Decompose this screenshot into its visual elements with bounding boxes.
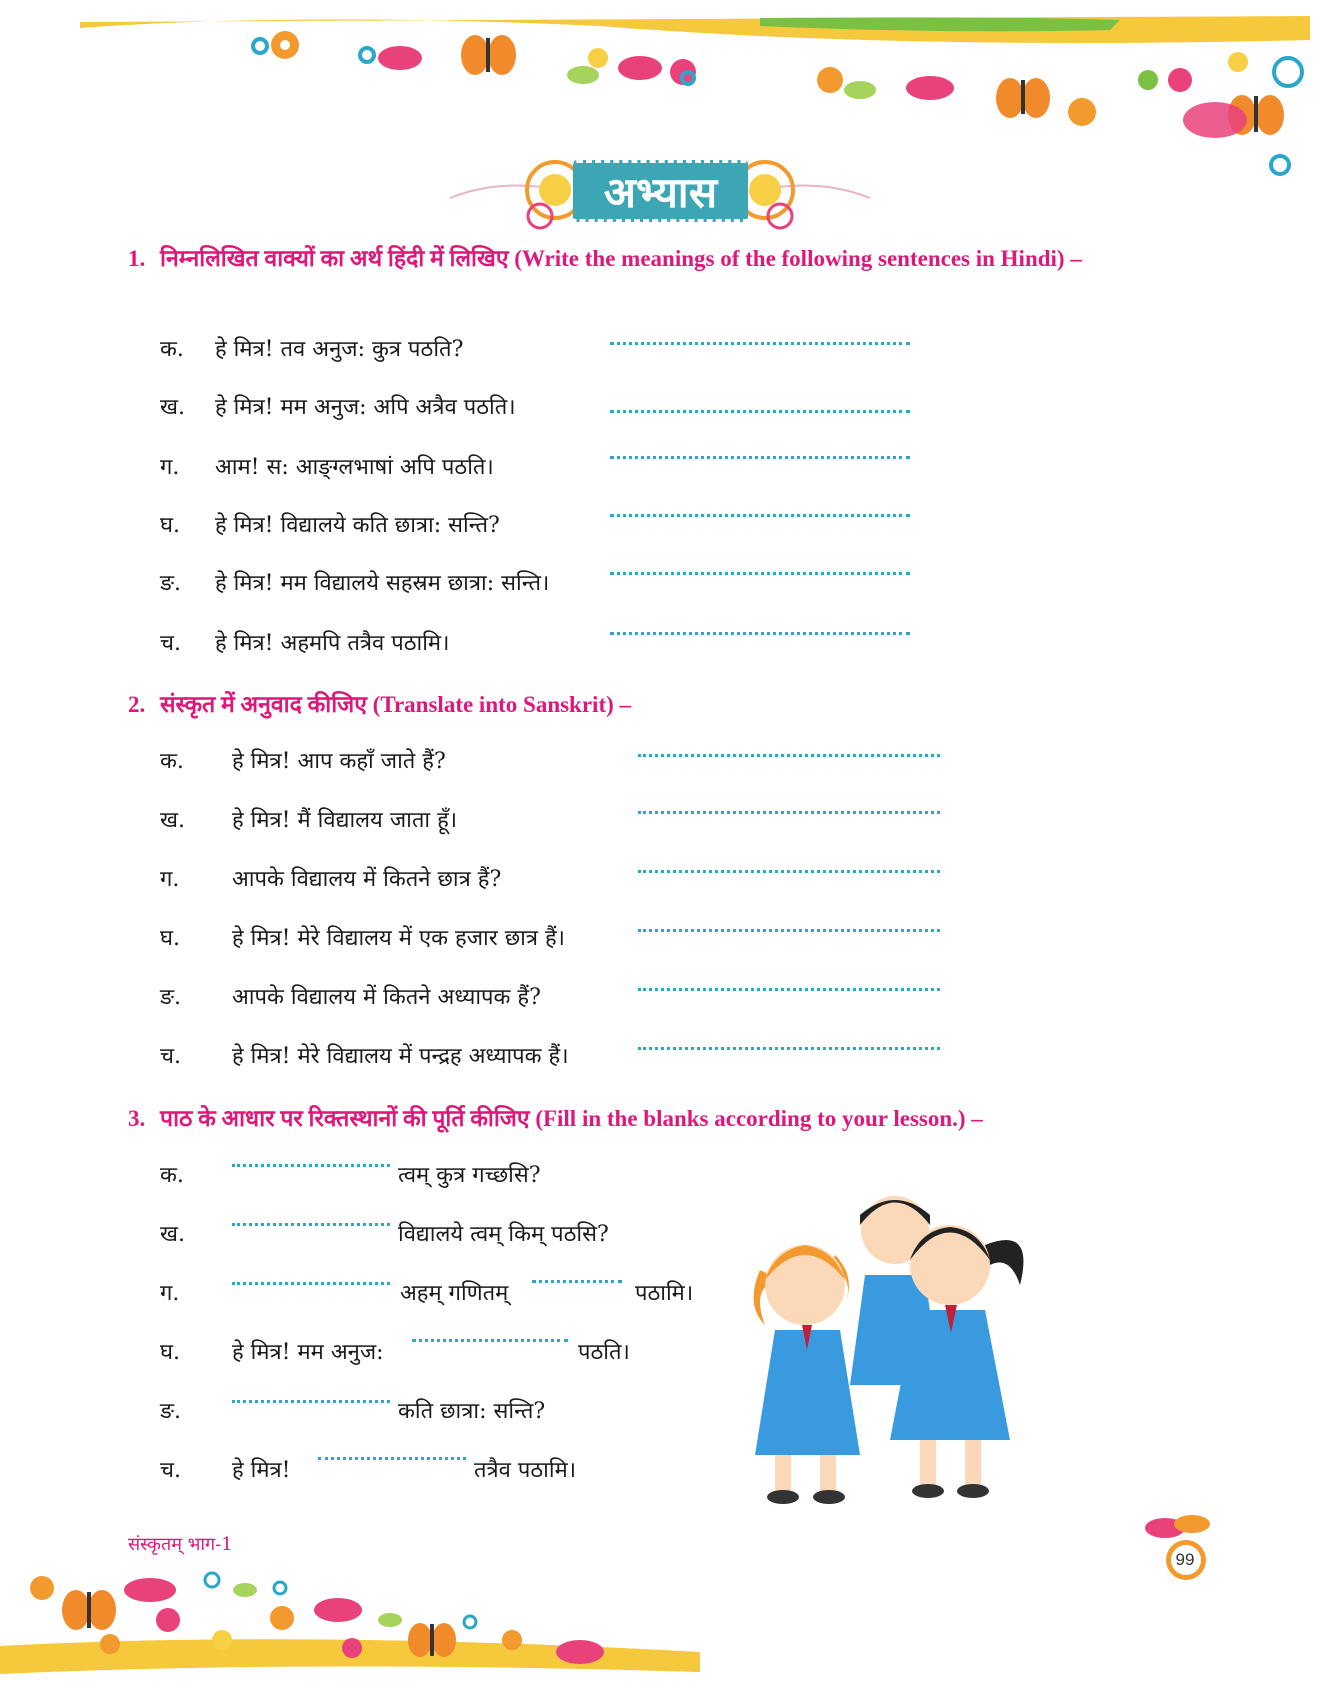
q3-item (160, 1394, 720, 1430)
item-text: हे मित्र! मैं विद्यालय जाता हूँ। (232, 808, 458, 833)
page-number: 99 (1175, 1550, 1195, 1569)
item-text: आपके विद्यालय में कितने छात्र हैं? (232, 867, 502, 892)
q3-item (160, 1158, 720, 1194)
item-text: हे मित्र! मम विद्यालये सहस्रम छात्रा: सन्ति। (215, 571, 550, 596)
q1-item (160, 508, 920, 544)
flower-icon (271, 31, 1248, 126)
answer-blank[interactable] (610, 572, 910, 575)
q3-item (160, 1453, 720, 1489)
butterfly-icon (408, 1623, 456, 1657)
q1-item (160, 450, 920, 486)
fill-blank[interactable] (412, 1339, 568, 1342)
title-box (573, 160, 748, 222)
item-label: च. (160, 1044, 181, 1069)
item-label: ख. (160, 808, 185, 833)
item-text-after: पठति। (578, 1340, 630, 1365)
item-text: हे मित्र! विद्यालये कति छात्रा: सन्ति? (215, 513, 500, 538)
item-label: ख. (160, 1222, 185, 1247)
q1-item (160, 626, 920, 662)
q2-item (160, 803, 950, 839)
item-label: ग. (160, 867, 180, 892)
q3-item (160, 1217, 720, 1253)
answer-blank[interactable] (610, 456, 910, 459)
item-label: घ. (160, 926, 180, 951)
fill-blank[interactable] (532, 1280, 622, 1283)
answer-blank[interactable] (638, 988, 940, 991)
page-title: अभ्यास (603, 167, 718, 217)
item-label: क. (160, 749, 184, 774)
book-title: संस्कृतम् भाग-1 (128, 1534, 233, 1555)
fill-blank[interactable] (232, 1282, 390, 1285)
item-label: च. (160, 631, 181, 656)
butterfly-icon (62, 1590, 116, 1630)
q1-number: 1. (128, 246, 146, 271)
q1-item (160, 332, 920, 368)
item-text-middle: अहम् गणितम् (400, 1281, 509, 1306)
item-label: च. (160, 1458, 181, 1483)
q1-text: निम्नलिखित वाक्यों का अर्थ हिंदी में लिखिए (Write the meanings of the following sentences in Hindi) – (160, 246, 1082, 271)
butterfly-icon (461, 35, 516, 75)
item-label: ग. (160, 455, 180, 480)
q3-item (160, 1335, 720, 1371)
answer-blank[interactable] (638, 754, 940, 757)
answer-blank[interactable] (638, 929, 940, 932)
item-text: हे मित्र! अहमपि तत्रैव पठामि। (215, 631, 450, 656)
butterfly-icon (996, 78, 1050, 118)
schoolgirls-illustration (745, 1185, 1070, 1505)
item-label: घ. (160, 1340, 180, 1365)
item-text-after: कति छात्रा: सन्ति? (398, 1399, 546, 1424)
item-label: ख. (160, 395, 185, 420)
fill-blank[interactable] (232, 1223, 390, 1226)
item-text: आम! स: आङ्ग्लभाषां अपि पठति। (215, 455, 494, 480)
q3-item (160, 1276, 720, 1312)
fill-blank[interactable] (232, 1400, 390, 1403)
answer-blank[interactable] (610, 514, 910, 517)
answer-blank[interactable] (610, 342, 910, 345)
q2-item (160, 921, 950, 957)
q2-item (160, 1039, 950, 1075)
answer-blank[interactable] (610, 632, 910, 635)
item-label: क. (160, 1163, 184, 1188)
q2-text: संस्कृत में अनुवाद कीजिए (Translate into Sanskrit) – (160, 692, 632, 717)
item-text: हे मित्र! मम अनुज: अपि अत्रैव पठति। (215, 395, 516, 420)
q1-item (160, 390, 920, 426)
q2-item (160, 862, 950, 898)
q2-item (160, 744, 950, 780)
item-text-before: हे मित्र! मम अनुज: (232, 1340, 384, 1365)
item-label: ग. (160, 1281, 180, 1306)
item-text-after: तत्रैव पठामि। (474, 1458, 577, 1483)
item-label: ङ. (160, 985, 182, 1010)
item-text-after: त्वम् कुत्र गच्छसि? (398, 1163, 541, 1188)
q2-number: 2. (128, 692, 146, 717)
item-text: हे मित्र! मेरे विद्यालय में पन्द्रह अध्यापक हैं। (232, 1044, 569, 1069)
item-label: ङ. (160, 1399, 182, 1424)
q1-item (160, 566, 920, 602)
item-text: हे मित्र! आप कहाँ जाते हैं? (232, 749, 446, 774)
item-text: आपके विद्यालय में कितने अध्यापक हैं? (232, 985, 541, 1010)
q3-number: 3. (128, 1106, 146, 1131)
answer-blank[interactable] (638, 870, 940, 873)
item-text: हे मित्र! तव अनुज: कुत्र पठति? (215, 337, 464, 362)
q2-item (160, 980, 950, 1016)
exercise-title-banner (440, 148, 880, 238)
item-label: घ. (160, 513, 180, 538)
item-text: हे मित्र! मेरे विद्यालय में एक हजार छात्र हैं। (232, 926, 565, 951)
item-text-after: पठामि। (635, 1281, 694, 1306)
answer-blank[interactable] (638, 1047, 940, 1050)
item-label: ङ. (160, 571, 182, 596)
item-text-after: विद्यालये त्वम् किम् पठसि? (398, 1222, 609, 1247)
q3-text: पाठ के आधार पर रिक्तस्थानों की पूर्ति कीजिए (Fill in the blanks according to your lesson.) – (160, 1106, 983, 1131)
answer-blank[interactable] (638, 811, 940, 814)
fill-blank[interactable] (232, 1164, 390, 1167)
item-text-before: हे मित्र! (232, 1458, 291, 1483)
item-label: क. (160, 337, 184, 362)
fill-blank[interactable] (318, 1457, 466, 1460)
answer-blank[interactable] (610, 410, 910, 413)
